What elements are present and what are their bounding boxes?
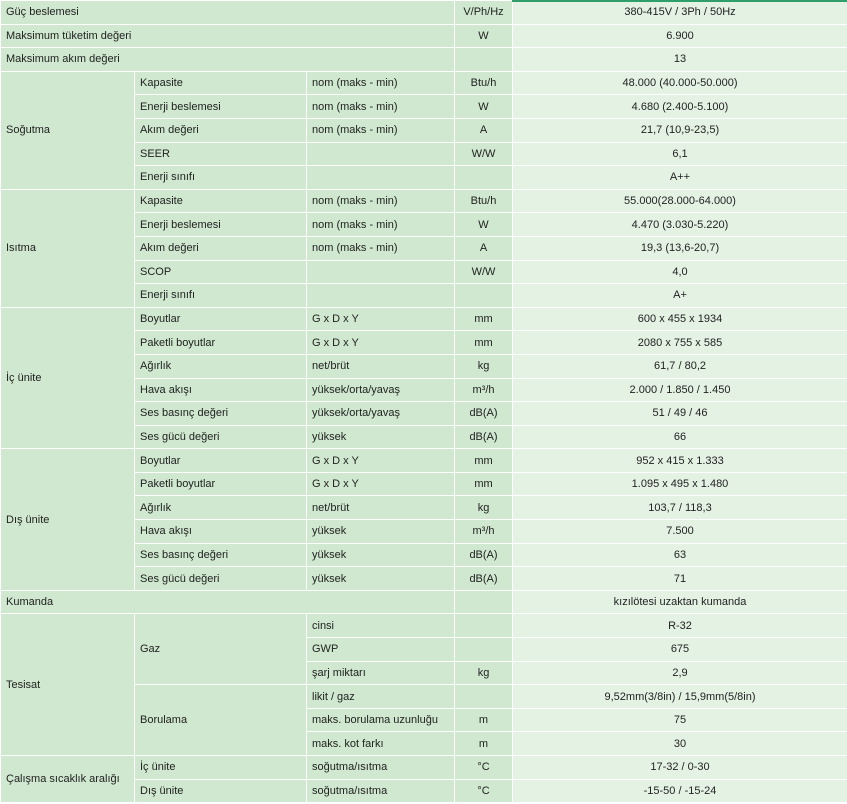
row-label: Ses gücü değeri — [135, 567, 307, 591]
row-label: Ses gücü değeri — [135, 425, 307, 449]
row-value: -15-50 / -15-24 — [513, 779, 847, 803]
group-label-operating-range: Çalışma sıcaklık aralığı — [1, 756, 135, 803]
row-label: Kapasite — [135, 71, 307, 95]
row-label: Paketli boyutlar — [135, 472, 307, 496]
row-condition: G x D x Y — [307, 449, 455, 473]
row-unit: A — [455, 236, 513, 260]
row-unit: W/W — [455, 142, 513, 166]
row-value: 30 — [513, 732, 847, 756]
row-label: Akım değeri — [135, 236, 307, 260]
table-row — [1, 48, 847, 72]
row-condition — [307, 284, 455, 308]
subgroup-label-piping: Borulama — [135, 685, 307, 756]
row-label: Kumanda — [1, 590, 455, 614]
row-value: 1.095 x 495 x 1.480 — [513, 472, 847, 496]
row-condition: yüksek — [307, 425, 455, 449]
row-label: Maksimum akım değeri — [1, 48, 455, 72]
row-unit: dB(A) — [455, 543, 513, 567]
row-unit: mm — [455, 472, 513, 496]
table-row — [1, 756, 847, 780]
row-label: Ses basınç değeri — [135, 543, 307, 567]
table-row — [1, 24, 847, 48]
row-condition: yüksek/orta/yavaş — [307, 378, 455, 402]
row-condition: GWP — [307, 638, 455, 662]
row-value: 675 — [513, 638, 847, 662]
row-unit: kg — [455, 661, 513, 685]
row-unit: dB(A) — [455, 567, 513, 591]
row-unit: V/Ph/Hz — [455, 1, 513, 25]
row-value: 2,9 — [513, 661, 847, 685]
row-unit: mm — [455, 449, 513, 473]
row-unit: m³/h — [455, 520, 513, 544]
row-unit: A — [455, 118, 513, 142]
row-unit: kg — [455, 354, 513, 378]
row-value: 51 / 49 / 46 — [513, 402, 847, 426]
row-unit: W — [455, 24, 513, 48]
row-value: 2080 x 755 x 585 — [513, 331, 847, 355]
row-condition: maks. borulama uzunluğu — [307, 708, 455, 732]
row-value: 6,1 — [513, 142, 847, 166]
row-value: 13 — [513, 48, 847, 72]
row-condition: likit / gaz — [307, 685, 455, 709]
subgroup-label-gas: Gaz — [135, 614, 307, 685]
row-unit — [455, 638, 513, 662]
row-value: 600 x 455 x 1934 — [513, 307, 847, 331]
group-label-installation: Tesisat — [1, 614, 135, 756]
row-unit: °C — [455, 779, 513, 803]
row-condition: soğutma/ısıtma — [307, 756, 455, 780]
row-label: İç ünite — [135, 756, 307, 780]
row-unit — [455, 166, 513, 190]
row-label: Kapasite — [135, 189, 307, 213]
row-unit: m — [455, 708, 513, 732]
row-value: 66 — [513, 425, 847, 449]
row-condition: maks. kot farkı — [307, 732, 455, 756]
row-condition: G x D x Y — [307, 307, 455, 331]
row-value: 952 x 415 x 1.333 — [513, 449, 847, 473]
row-label: Boyutlar — [135, 449, 307, 473]
row-unit: Btu/h — [455, 189, 513, 213]
table-row — [1, 590, 847, 614]
row-value: 4.680 (2.400-5.100) — [513, 95, 847, 119]
row-condition: şarj miktarı — [307, 661, 455, 685]
row-unit — [455, 614, 513, 638]
row-value: 103,7 / 118,3 — [513, 496, 847, 520]
row-label: Hava akışı — [135, 378, 307, 402]
row-condition: net/brüt — [307, 496, 455, 520]
row-unit: kg — [455, 496, 513, 520]
row-unit — [455, 685, 513, 709]
row-label: Enerji beslemesi — [135, 213, 307, 237]
row-unit: m³/h — [455, 378, 513, 402]
row-condition — [307, 166, 455, 190]
row-unit: °C — [455, 756, 513, 780]
row-condition: yüksek/orta/yavaş — [307, 402, 455, 426]
row-condition: nom (maks - min) — [307, 189, 455, 213]
row-unit: Btu/h — [455, 71, 513, 95]
row-label: Maksimum tüketim değeri — [1, 24, 455, 48]
table-row — [1, 614, 847, 638]
row-value: 4,0 — [513, 260, 847, 284]
row-value: R-32 — [513, 614, 847, 638]
row-condition: yüksek — [307, 543, 455, 567]
row-label: SEER — [135, 142, 307, 166]
group-label-outdoor-unit: Dış ünite — [1, 449, 135, 591]
row-value: 75 — [513, 708, 847, 732]
row-condition: nom (maks - min) — [307, 71, 455, 95]
row-value: 7.500 — [513, 520, 847, 544]
row-unit: dB(A) — [455, 425, 513, 449]
row-condition: nom (maks - min) — [307, 213, 455, 237]
table-row — [1, 307, 847, 331]
row-unit — [455, 284, 513, 308]
row-condition: yüksek — [307, 567, 455, 591]
row-value: 55.000(28.000-64.000) — [513, 189, 847, 213]
row-value: 9,52mm(3/8in) / 15,9mm(5/8in) — [513, 685, 847, 709]
row-value: 2.000 / 1.850 / 1.450 — [513, 378, 847, 402]
row-condition: G x D x Y — [307, 331, 455, 355]
row-label: Enerji beslemesi — [135, 95, 307, 119]
row-condition: yüksek — [307, 520, 455, 544]
row-unit — [455, 590, 513, 614]
group-label-heating: Isıtma — [1, 189, 135, 307]
row-condition: nom (maks - min) — [307, 95, 455, 119]
row-value: 6.900 — [513, 24, 847, 48]
group-label-cooling: Soğutma — [1, 71, 135, 189]
row-value: 61,7 / 80,2 — [513, 354, 847, 378]
row-condition: soğutma/ısıtma — [307, 779, 455, 803]
table-row — [1, 449, 847, 473]
row-unit: W — [455, 213, 513, 237]
row-label: Ses basınç değeri — [135, 402, 307, 426]
row-condition: cinsi — [307, 614, 455, 638]
row-unit: mm — [455, 307, 513, 331]
table-row — [1, 189, 847, 213]
row-value: 63 — [513, 543, 847, 567]
row-value: 19,3 (13,6-20,7) — [513, 236, 847, 260]
row-value: kızılötesi uzaktan kumanda — [513, 590, 847, 614]
row-label: Enerji sınıfı — [135, 284, 307, 308]
group-label-indoor-unit: İç ünite — [1, 307, 135, 449]
row-value: A++ — [513, 166, 847, 190]
row-label: Ağırlık — [135, 496, 307, 520]
row-condition: net/brüt — [307, 354, 455, 378]
row-label: Ağırlık — [135, 354, 307, 378]
row-unit: W/W — [455, 260, 513, 284]
row-label: Paketli boyutlar — [135, 331, 307, 355]
header-accent-line — [512, 0, 847, 2]
row-value: 17-32 / 0-30 — [513, 756, 847, 780]
row-unit: dB(A) — [455, 402, 513, 426]
row-value: A+ — [513, 284, 847, 308]
row-label: Akım değeri — [135, 118, 307, 142]
row-label: Güç beslemesi — [1, 1, 455, 25]
row-label: Boyutlar — [135, 307, 307, 331]
row-unit — [455, 48, 513, 72]
row-unit: W — [455, 95, 513, 119]
row-label: SCOP — [135, 260, 307, 284]
row-condition: nom (maks - min) — [307, 236, 455, 260]
row-condition — [307, 260, 455, 284]
row-condition: nom (maks - min) — [307, 118, 455, 142]
row-value: 48.000 (40.000-50.000) — [513, 71, 847, 95]
row-value: 21,7 (10,9-23,5) — [513, 118, 847, 142]
row-unit: m — [455, 732, 513, 756]
row-condition: G x D x Y — [307, 472, 455, 496]
row-value: 4.470 (3.030-5.220) — [513, 213, 847, 237]
row-value: 380-415V / 3Ph / 50Hz — [513, 1, 847, 25]
row-label: Dış ünite — [135, 779, 307, 803]
row-condition — [307, 142, 455, 166]
row-label: Enerji sınıfı — [135, 166, 307, 190]
row-unit: mm — [455, 331, 513, 355]
table-row — [1, 71, 847, 95]
row-label: Hava akışı — [135, 520, 307, 544]
table-row — [1, 1, 847, 25]
row-value: 71 — [513, 567, 847, 591]
